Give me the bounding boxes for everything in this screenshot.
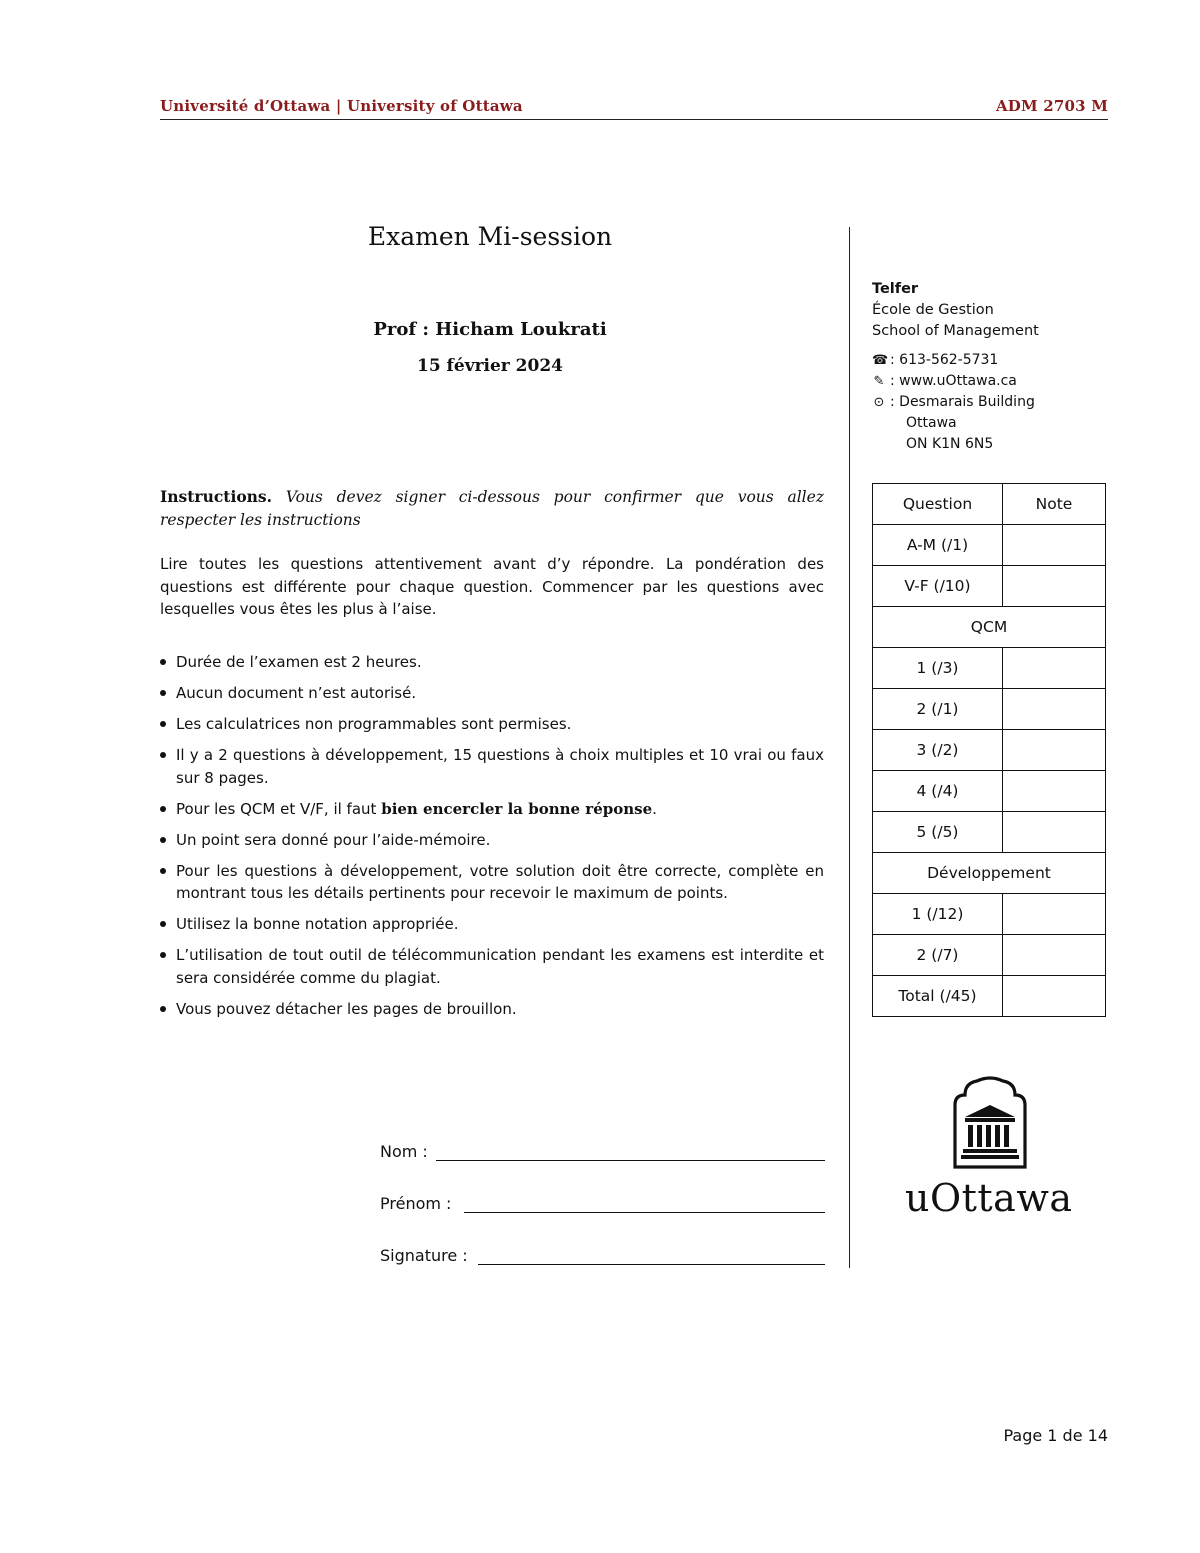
table-row bbox=[873, 525, 1106, 566]
table-row bbox=[873, 853, 1106, 894]
instructions-intro bbox=[160, 485, 824, 532]
website[interactable]: : www.uOttawa.ca bbox=[890, 373, 1017, 389]
nom-field[interactable] bbox=[380, 1142, 825, 1161]
header-rule bbox=[160, 119, 1108, 120]
logo-wordmark: uOttawa bbox=[905, 1176, 1073, 1220]
note-cell[interactable] bbox=[1003, 935, 1106, 976]
web-icon: ✎ bbox=[873, 374, 885, 389]
header-course-code: ADM 2703 M bbox=[995, 97, 1108, 115]
note-cell-total[interactable] bbox=[1003, 976, 1106, 1017]
score-table bbox=[872, 483, 1106, 1017]
row-label: 2 (/1) bbox=[873, 689, 1003, 730]
table-row bbox=[873, 730, 1106, 771]
bullet-icon bbox=[160, 806, 166, 812]
list-item: L’utilisation de tout outil de télécommunication pendant les examens est interdite et sera considérée comme du plagiat. bbox=[160, 944, 824, 989]
bullet-icon bbox=[160, 721, 166, 727]
page-number: Page 1 de 14 bbox=[1003, 1426, 1108, 1445]
row-label: 3 (/2) bbox=[873, 730, 1003, 771]
bullet-icon bbox=[160, 659, 166, 665]
qcm-section-header: QCM bbox=[873, 607, 1106, 648]
table-row bbox=[873, 894, 1106, 935]
table-row bbox=[873, 935, 1106, 976]
row-label: 1 (/3) bbox=[873, 648, 1003, 689]
list-item: Vous pouvez détacher les pages de brouillon. bbox=[160, 998, 824, 1021]
table-row bbox=[873, 771, 1106, 812]
bullet-icon bbox=[160, 1006, 166, 1012]
note-cell[interactable] bbox=[1003, 771, 1106, 812]
list-item: Il y a 2 questions à développement, 15 questions à choix multiples et 10 vrai ou faux sur 8 pages. bbox=[160, 744, 824, 789]
note-cell[interactable] bbox=[1003, 566, 1106, 607]
school-block bbox=[872, 279, 1039, 342]
list-item: Pour les QCM et V/F, il faut bien encercler la bonne réponse. bbox=[160, 798, 824, 821]
location-icon: ⊙ bbox=[873, 395, 885, 410]
instructions-lead: Lire toutes les questions attentivement avant d’y répondre. La pondération des questions est différente pour chaque question. Commencer par les questions avec lesquelles vous êtes les plus à l’aise. bbox=[160, 555, 824, 618]
school-line-fr: École de Gestion bbox=[872, 302, 994, 318]
header-university: Université d’Ottawa | University of Ottawa bbox=[160, 97, 523, 115]
bullet-icon bbox=[160, 837, 166, 843]
table-row bbox=[873, 812, 1106, 853]
phone-number: : 613-562-5731 bbox=[890, 352, 999, 368]
uottawa-logo-icon bbox=[905, 1075, 1075, 1171]
contact-block bbox=[872, 350, 1035, 455]
note-cell[interactable] bbox=[1003, 689, 1106, 730]
note-cell[interactable] bbox=[1003, 730, 1106, 771]
address-line-1: : Desmarais Building bbox=[890, 394, 1035, 410]
phone-icon: ☎ bbox=[872, 353, 889, 368]
row-label: 2 (/7) bbox=[873, 935, 1003, 976]
table-row bbox=[873, 607, 1106, 648]
list-item: Un point sera donné pour l’aide-mémoire. bbox=[160, 829, 824, 852]
row-label: 5 (/5) bbox=[873, 812, 1003, 853]
list-item: Les calculatrices non programmables sont permises. bbox=[160, 713, 824, 736]
address-line-2: Ottawa bbox=[906, 415, 957, 431]
prenom-label: Prénom : bbox=[380, 1194, 452, 1213]
row-label: 1 (/12) bbox=[873, 894, 1003, 935]
table-row bbox=[873, 566, 1106, 607]
note-cell[interactable] bbox=[1003, 525, 1106, 566]
dev-section-header: Développement bbox=[873, 853, 1106, 894]
list-item: Durée de l’examen est 2 heures. bbox=[160, 651, 824, 674]
bullet-icon bbox=[160, 921, 166, 927]
table-row bbox=[873, 484, 1106, 525]
rules-list bbox=[160, 651, 824, 1029]
column-divider bbox=[849, 227, 850, 1268]
table-row bbox=[873, 648, 1106, 689]
col-note-header: Note bbox=[1003, 484, 1106, 525]
professor: Prof : Hicham Loukrati bbox=[373, 319, 607, 340]
row-label: V-F (/10) bbox=[873, 566, 1003, 607]
bullet-icon bbox=[160, 752, 166, 758]
signature-field[interactable] bbox=[380, 1246, 825, 1265]
signature-line[interactable] bbox=[478, 1264, 825, 1265]
note-cell[interactable] bbox=[1003, 648, 1106, 689]
row-label: 4 (/4) bbox=[873, 771, 1003, 812]
note-cell[interactable] bbox=[1003, 894, 1106, 935]
nom-line[interactable] bbox=[436, 1160, 825, 1161]
instructions-italic: Vous devez signer ci-dessous pour confirmer que vous allez respecter les instructions bbox=[160, 488, 824, 529]
rule-emphasis: bien encercler la bonne réponse bbox=[381, 799, 653, 818]
nom-label: Nom : bbox=[380, 1142, 428, 1161]
note-cell[interactable] bbox=[1003, 812, 1106, 853]
school-name: Telfer bbox=[872, 281, 919, 297]
bullet-icon bbox=[160, 868, 166, 874]
table-row bbox=[873, 689, 1106, 730]
bullet-icon bbox=[160, 952, 166, 958]
signature-label: Signature : bbox=[380, 1246, 468, 1265]
col-question-header: Question bbox=[873, 484, 1003, 525]
address-line-3: ON K1N 6N5 bbox=[906, 436, 994, 452]
instructions-label: Instructions. bbox=[160, 487, 273, 506]
list-item: Pour les questions à développement, votre solution doit être correcte, complète en montrant tous les détails pertinents pour recevoir le maximum de points. bbox=[160, 860, 824, 905]
row-label-total: Total (/45) bbox=[873, 976, 1003, 1017]
table-row bbox=[873, 976, 1106, 1017]
school-line-en: School of Management bbox=[872, 323, 1039, 339]
prenom-line[interactable] bbox=[464, 1212, 825, 1213]
list-item: Aucun document n’est autorisé. bbox=[160, 682, 824, 705]
prenom-field[interactable] bbox=[380, 1194, 825, 1213]
list-item: Utilisez la bonne notation appropriée. bbox=[160, 913, 824, 936]
bullet-icon bbox=[160, 690, 166, 696]
exam-title: Examen Mi-session bbox=[367, 222, 613, 251]
exam-date: 15 février 2024 bbox=[416, 356, 563, 376]
row-label: A-M (/1) bbox=[873, 525, 1003, 566]
